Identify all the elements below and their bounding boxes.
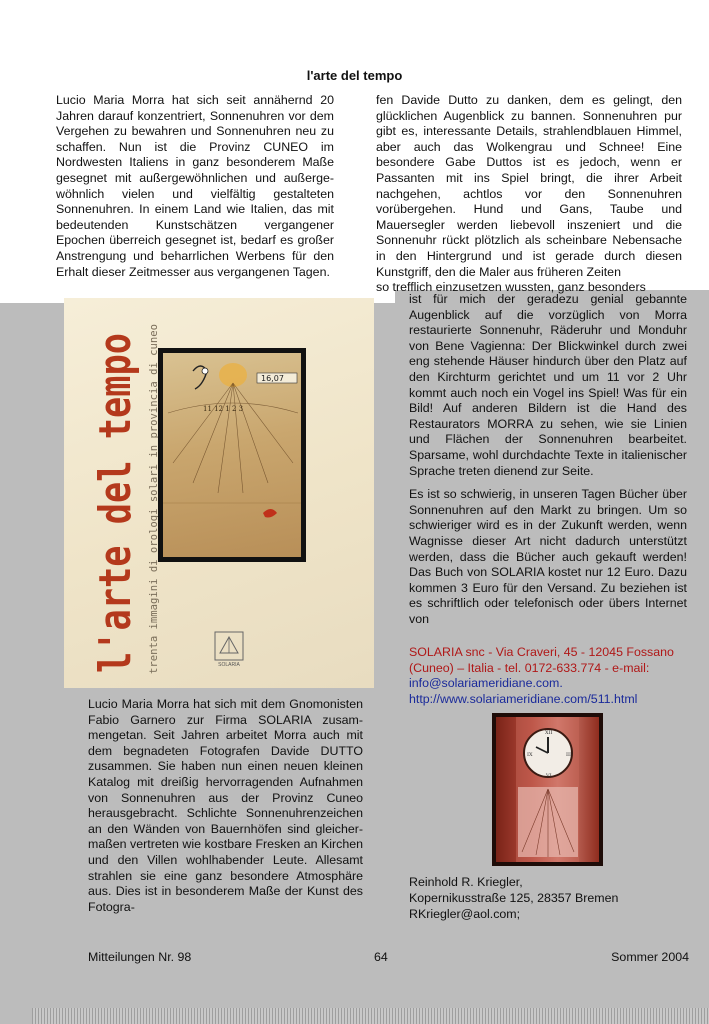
paragraph: ist für mich der geradezu genial gebannte Augenblick auf die vorzüglich von Morra restaurierte Sonnenuhr, Räderuhr und Monduhr von Bene Vagienna: Der Blickwinkel durch zwei eng stehende Häuser hindurch über den Platz auf den Kirchturm gerichtet und um 11 vor 2 Uhr kommt auch noch ein Vogel ins Spiel! Was für ein Bild! Auf anderen Bildern ist die Hand des Restaurators MORRA zu sehen, wie sie Linien und Flächen der Sonnenuhren bearbeitet. Sparsame, wohl durchdachte Texte in italienischer Sprache treten dienend zur Seite. <box>409 292 687 478</box>
paragraph: fen Davide Dutto zu danken, dem es gelingt, den glücklichen Augenblick zu bannen. Sonnenuhren pur gibt es, interessante Details, strahlendblauen Himmel, aber auch das Wolkengrau und Schnee! Eine besondere Gabe Duttos ist es jedoch, wenn er Passanten mit ins Spiel bringt, die ihrer Arbeit nachgehen, achtlos vor den Sonnenuhren vorübergehen. Hund und Gans, Taube und Mauersegler werden liebevoll inszeniert und die Sonnenuhr rückt plötzlich als scheinbare Nebensache in den Hintergrund und ist gerade durch diesen Kunstgriff, den die Maler aus früheren Zeiten so trefflich einzusetzen wussten, ganz besonders <box>376 93 682 295</box>
contact-block <box>409 645 687 707</box>
footer-season: Sommer 2004 <box>611 950 689 964</box>
page-title: l'arte del tempo <box>306 68 403 83</box>
author-address: Kopernikusstraße 125, 28357 Bremen <box>409 891 619 905</box>
paragraph: Lucio Maria Morra hat sich mit dem Gnomonisten Fabio Garnero zur Firma SOLARIA zusam-mengetan. Seit Jahren arbeitet Morra auch mit dem begnadeten Fotografen Davide DUTTO zusammen. Sie haben nun einen neuen kleinen Katalog mit dreißig hervorragenden Aufnahmen von Sonnenuhren aus der Provinz Cuneo herausgebracht. Schlichte Sonnenuhrenzeichen an den Wänden von Bauernhöfen sind gleicher-maßen vertreten wie kostbare Fresken an Kirchen und den Villen wohlhabender Leute. Allesamt strahlen sie eine ganz besondere Atmosphäre aus. Dies ist in besonderem Maße der Kunst des Fotogra- <box>88 697 363 914</box>
author-name: Reinhold R. Kriegler, <box>409 875 523 889</box>
svg-text:IX: IX <box>527 752 533 758</box>
book-cover-subtitle-text: trenta immagini di orologi solari in provincia di cuneo <box>147 316 160 674</box>
contact-email-link[interactable]: info@solariameridiane.com. <box>409 676 563 691</box>
article-column-left-top <box>56 93 334 280</box>
signature-block <box>409 874 679 922</box>
book-cover-title <box>84 318 144 678</box>
sundial-photo <box>158 348 306 562</box>
dial-numbers: 11 12 1 2 3 <box>203 405 244 413</box>
contact-url-link[interactable]: http://www.solariameridiane.com/511.html <box>409 691 638 706</box>
scan-edge-strip <box>32 1008 709 1024</box>
article-column-left-bottom <box>88 697 363 915</box>
book-cover-title-text: l'arte del tempo <box>90 318 141 673</box>
clock-tower-photo <box>492 713 603 866</box>
book-cover-image <box>64 298 374 688</box>
svg-text:XII: XII <box>545 730 553 736</box>
svg-text:III: III <box>566 752 572 758</box>
paragraph: Lucio Maria Morra hat sich seit annähernd 20 Jahren darauf konzentriert, Sonnenuhren vor dem Vergehen zu bewahren und Sonnenuhren neu zu schaffen. Nun ist die Provinz CUNEO im Nordwesten Italiens in ganz besonderem Maße gesegnet mit außergewöhnlichen und außerge-wöhnlich vielen und vielfältig gestalteten Sonnenuhren. In einem Land wie Italien, das mit bedeutenden Kunstschätzen vergangener Epochen überreich gesegnet ist, bedarf es großer Anstrengung und beharrlichen Werbens für den Erhalt dieser Zeitmesser aus vergangenen Tagen. <box>56 93 334 279</box>
article-column-right-top <box>376 93 682 305</box>
dial-time-label: 16,07 <box>261 374 284 383</box>
contact-address: SOLARIA snc - Via Craveri, 45 - 12045 Fossano (Cuneo) – Italia - tel. 0172-633.774 - e-mail: <box>409 645 674 675</box>
overflow-line: so trefflich einzusetzen wussten, ganz besonders <box>376 280 646 295</box>
page-number: 64 <box>374 950 388 964</box>
paragraph: Es ist so schwierig, in unseren Tagen Bücher über Sonnenuhren auf den Markt zu bringen. Um so schwieriger wird es in der Zukunft werden, wenn Wagnisse dieser Art nicht dadurch unterstützt werden, dass die Bücher auch gekauft werden! Das Buch von SOLARIA kostet nur 12 Euro. Dazu kommen 3 Euro für den Versand. Zu beziehen ist es schriftlich oder telefonisch oder übers Internet von <box>409 487 687 626</box>
solaria-logo-icon <box>214 631 244 661</box>
article-column-right-mid <box>409 292 687 627</box>
publisher-label: SOLARIA <box>218 662 240 668</box>
svg-text:VI: VI <box>546 773 552 779</box>
footer-publication: Mitteilungen Nr. 98 <box>88 950 192 964</box>
author-email: RKriegler@aol.com; <box>409 907 521 921</box>
